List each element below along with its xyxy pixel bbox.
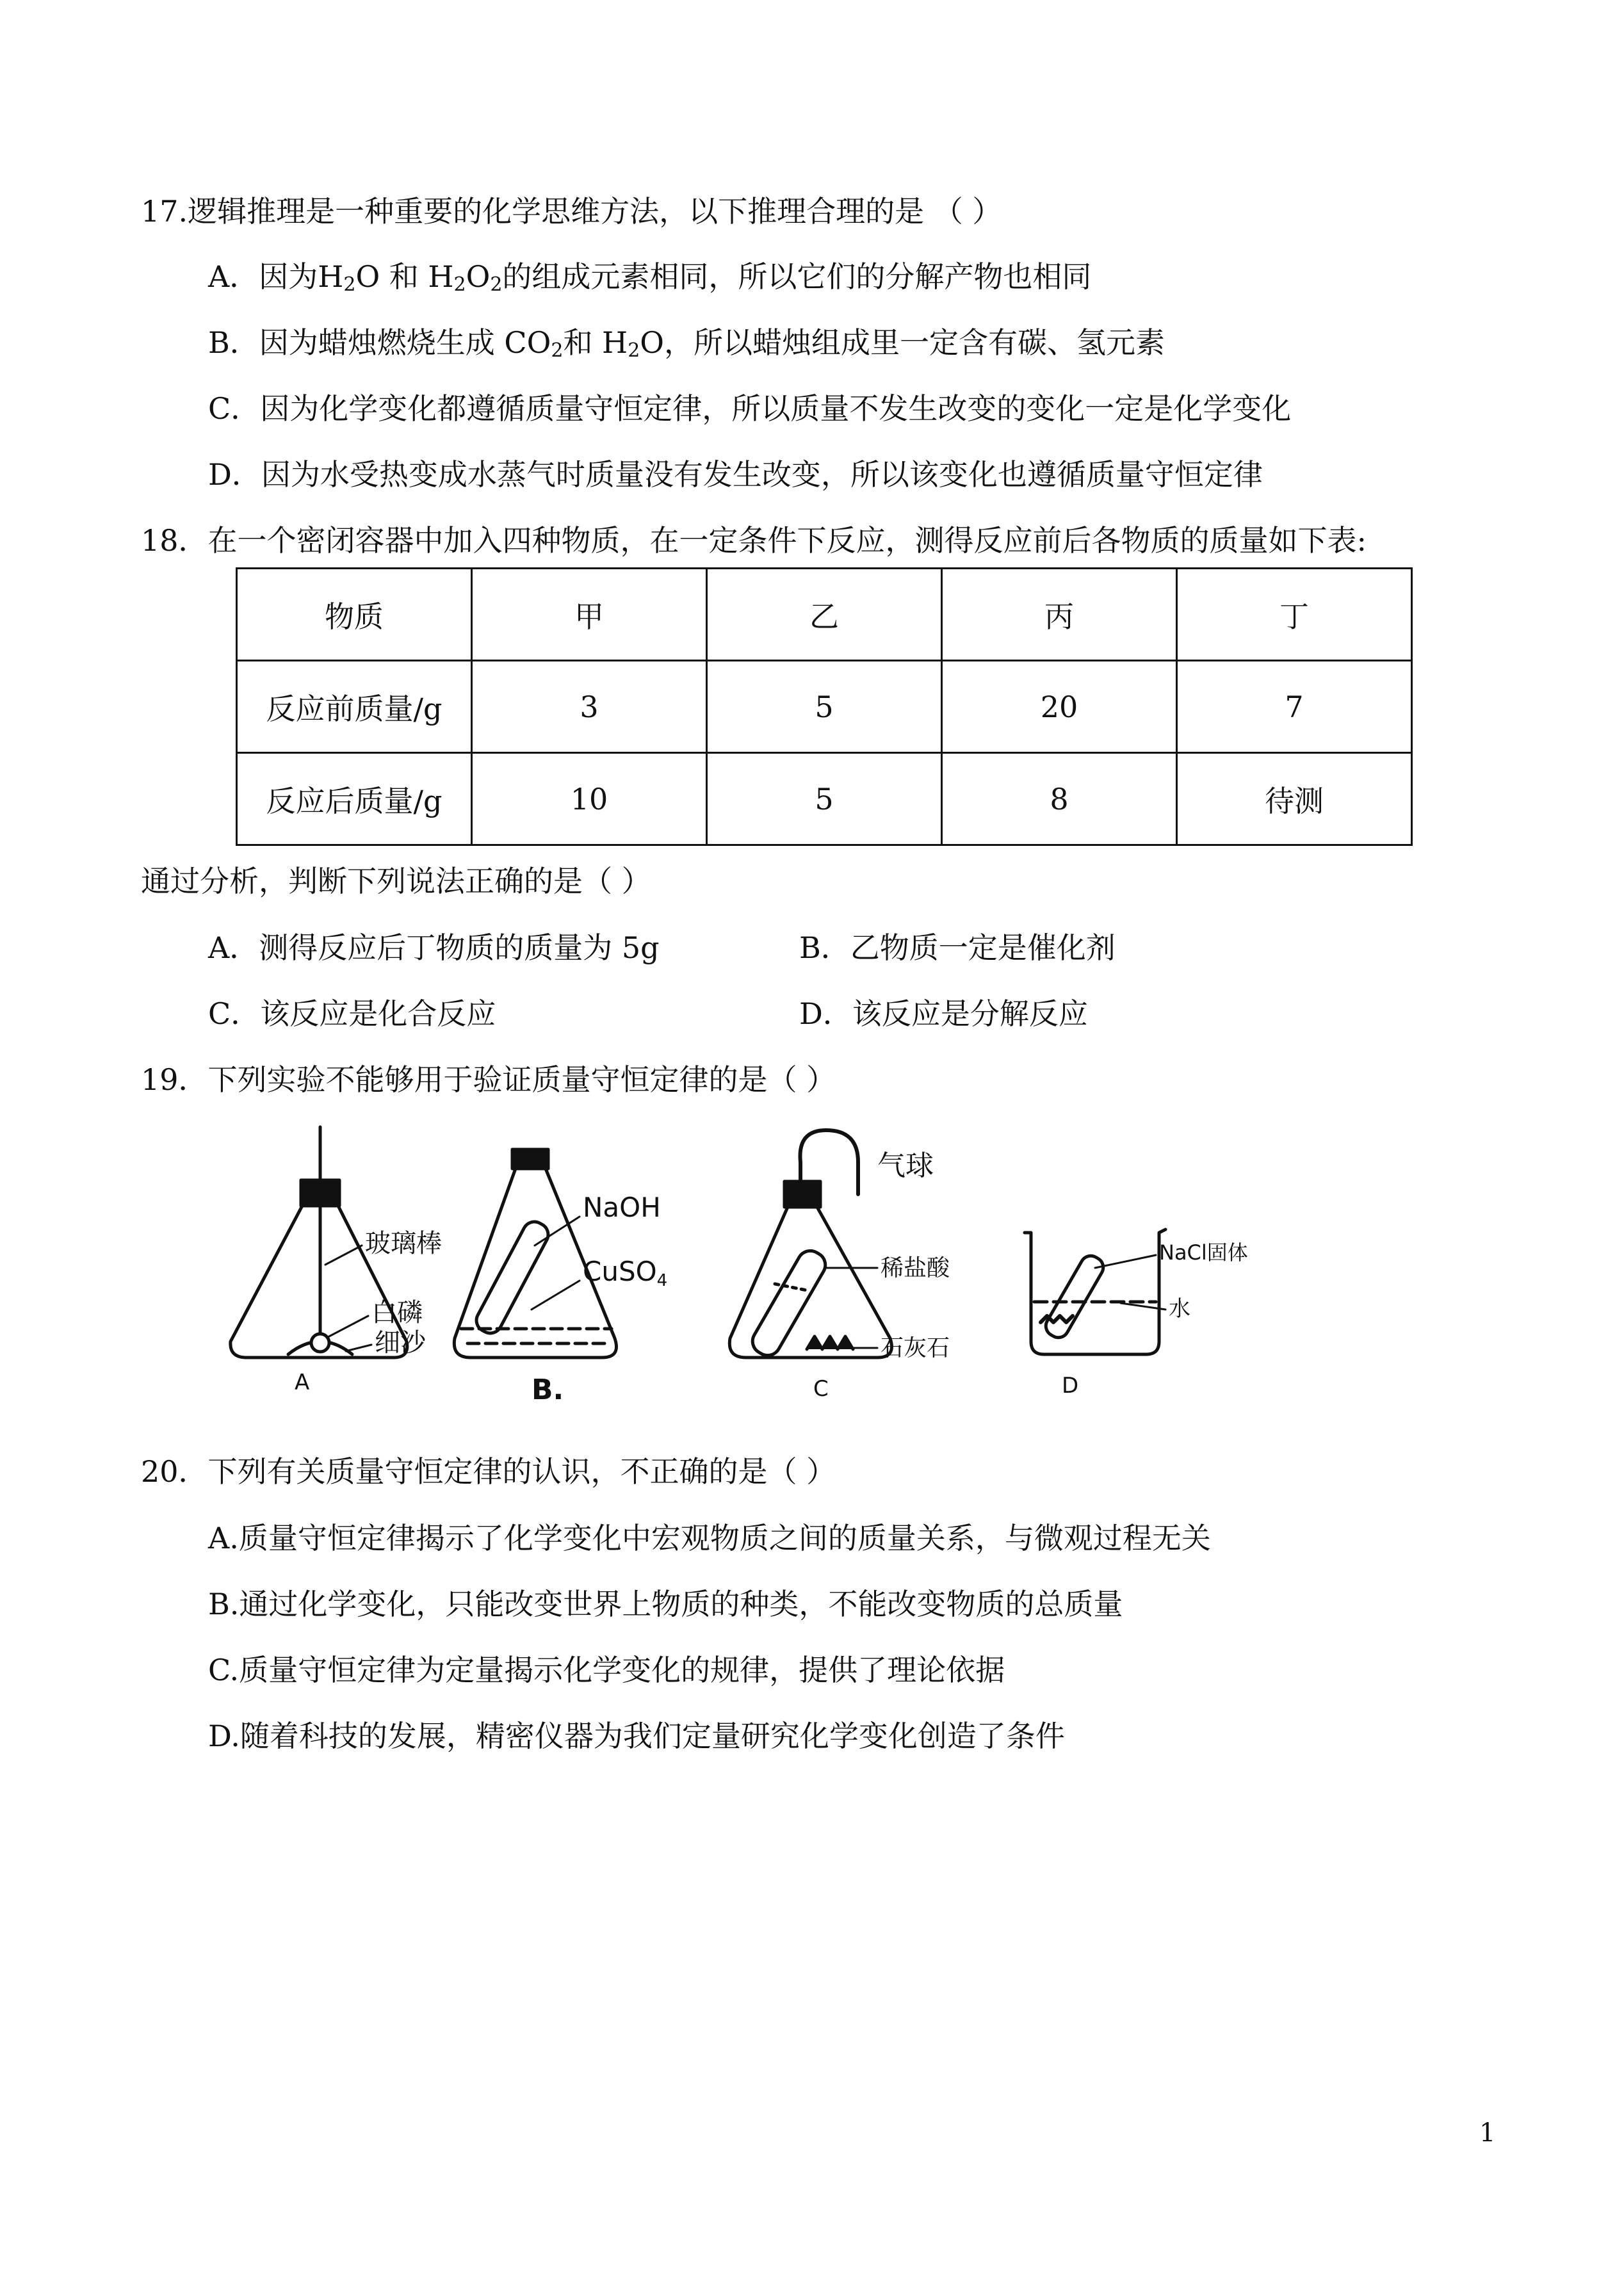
table-row (237, 753, 1412, 845)
table-cell: 3 (472, 661, 707, 753)
page-number: 1 (1479, 2118, 1496, 2148)
label-apparatus-c: C (813, 1376, 829, 1402)
table-cell: 物质 (237, 569, 472, 661)
q18-prompt: 通过分析，判断下列说法正确的是（ ） (141, 864, 651, 898)
table-cell: 10 (472, 753, 707, 845)
q18-option-b: B．乙物质一定是催化剂 (799, 930, 1116, 965)
label-cuso4: CuSO4 (583, 1256, 668, 1290)
label-dilute-hcl: 稀盐酸 (881, 1255, 950, 1281)
table-cell: 反应后质量/g (237, 753, 472, 845)
label-sand: 细沙 (375, 1328, 426, 1358)
table-cell: 7 (1177, 661, 1412, 753)
table-cell: 8 (942, 753, 1177, 845)
q17-option-c: C．因为化学变化都遵循质量守恒定律，所以质量不发生改变的变化一定是化学变化 (208, 391, 1292, 426)
table-cell: 甲 (472, 569, 707, 661)
q20-option-b: B.通过化学变化，只能改变世界上物质的种类，不能改变物质的总质量 (208, 1587, 1123, 1621)
table-cell: 5 (707, 661, 942, 753)
table-row (237, 569, 1412, 661)
table-cell: 5 (707, 753, 942, 845)
table-row (237, 661, 1412, 753)
label-apparatus-b: B. (532, 1374, 564, 1406)
apparatus-b-flask (454, 1149, 616, 1358)
q19-apparatus-figure (211, 1124, 1300, 1418)
table-cell: 20 (942, 661, 1177, 753)
label-apparatus-d: D (1062, 1373, 1079, 1399)
label-glass-rod: 玻璃棒 (365, 1229, 442, 1258)
label-balloon: 气球 (877, 1149, 934, 1182)
table-cell: 乙 (707, 569, 942, 661)
apparatus-d-beaker (1025, 1229, 1165, 1354)
q20-option-c: C.质量守恒定律为定量揭示化学变化的规律，提供了理论依据 (208, 1653, 1005, 1687)
apparatus-c-flask (729, 1130, 891, 1360)
label-naoh: NaOH (583, 1192, 661, 1223)
q18-option-a: A．测得反应后丁物质的质量为 5g (208, 930, 660, 965)
label-water: 水 (1169, 1296, 1190, 1322)
label-nacl-solid: NaCl固体 (1159, 1240, 1248, 1265)
table-cell: 丙 (942, 569, 1177, 661)
label-limestone: 石灰石 (881, 1335, 950, 1361)
q18-stem: 18．在一个密闭容器中加入四种物质，在一定条件下反应，测得反应前后各物质的质量如下表: (141, 523, 1367, 558)
label-white-phosphorus: 白磷 (371, 1298, 423, 1327)
table-cell: 丁 (1177, 569, 1412, 661)
q17-option-b: B．因为蜡烛燃烧生成 $CO_2$和 $H_2O$，所以蜡烛组成里一定含有碳、氢元素 (208, 325, 1165, 362)
q17-stem: 17.逻辑推理是一种重要的化学思维方法，以下推理合理的是 （ ） (141, 194, 1002, 229)
label-apparatus-a: A (295, 1370, 310, 1395)
table-cell: 反应前质量/g (237, 661, 472, 753)
q19-stem: 19．下列实验不能够用于验证质量守恒定律的是（ ） (141, 1062, 836, 1097)
table-cell: 待测 (1177, 753, 1412, 845)
q18-option-c: C．该反应是化合反应 (208, 996, 496, 1031)
q20-option-d: D.随着科技的发展，精密仪器为我们定量研究化学变化创造了条件 (208, 1719, 1065, 1753)
mass-table (236, 567, 1413, 846)
q20-stem: 20．下列有关质量守恒定律的认识，不正确的是（ ） (141, 1454, 836, 1489)
q17-option-d: D．因为水受热变成水蒸气时质量没有发生改变，所以该变化也遵循质量守恒定律 (208, 457, 1263, 492)
q17-option-a: A．因为$H_2O$ 和 $H_2O_2$的组成元素相同，所以它们的分解产物也相同 (208, 259, 1092, 296)
q18-option-d: D．该反应是分解反应 (799, 996, 1088, 1031)
q20-option-a: A.质量守恒定律揭示了化学变化中宏观物质之间的质量关系，与微观过程无关 (208, 1521, 1211, 1555)
